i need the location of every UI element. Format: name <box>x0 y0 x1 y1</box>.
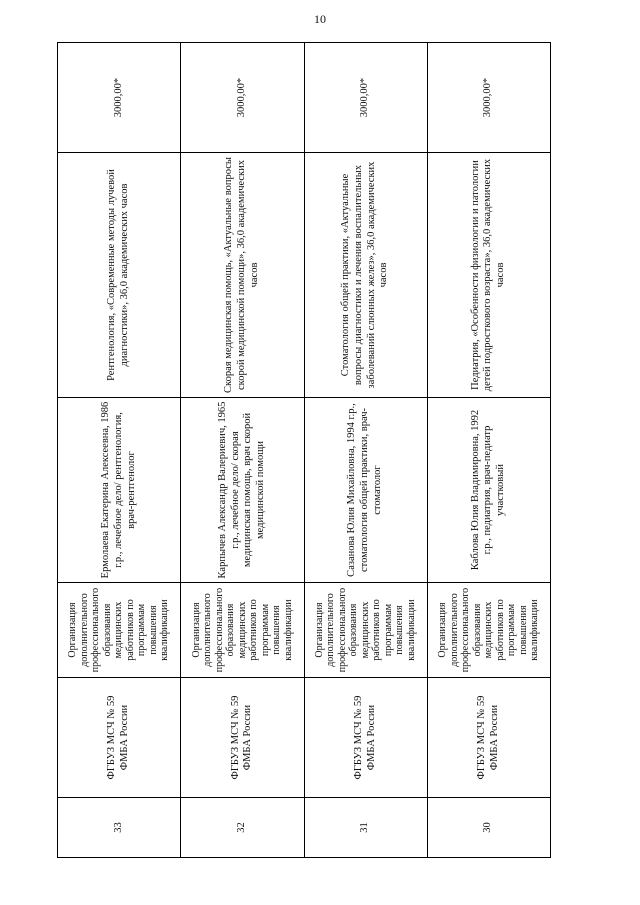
rotated-table <box>57 43 551 858</box>
organization-cell: ФГБУЗ МСЧ № 59 ФМБА России <box>427 678 550 798</box>
person-cell: Каблова Юлия Владимировна, 1992 г.р., педиатрия, врач-педиатр участковый <box>427 398 550 583</box>
services-table <box>57 42 551 858</box>
table-row <box>181 43 304 858</box>
row-number: 31 <box>304 798 427 858</box>
rotated-table-wrapper <box>57 43 551 858</box>
price-cell: 3000,00* <box>304 43 427 153</box>
service-type-cell: Организация дополнительного профессионального образования медицинских работников по программам повышения квалификации <box>304 583 427 678</box>
price-cell: 3000,00* <box>427 43 550 153</box>
table-row <box>427 43 550 858</box>
service-type-cell: Организация дополнительного профессионального образования медицинских работников по программам повышения квалификации <box>58 583 181 678</box>
organization-cell: ФГБУЗ МСЧ № 59 ФМБА России <box>58 678 181 798</box>
price-cell: 3000,00* <box>181 43 304 153</box>
service-type-cell: Организация дополнительного профессионального образования медицинских работников по программам повышения квалификации <box>427 583 550 678</box>
person-cell: Сазанова Юлия Михайловна, 1994 г.р., стоматология общей практики, врач-стоматолог <box>304 398 427 583</box>
table-row <box>304 43 427 858</box>
course-cell: Скорая медицинская помощь, «Актуальные вопросы скорой медицинской помощи», 36,0 академических часов <box>181 153 304 398</box>
page-number: 10 <box>314 12 326 26</box>
row-number: 30 <box>427 798 550 858</box>
course-cell: Рентгенология, «Современные методы лучевой диагностики», 36,0 академических часов <box>58 153 181 398</box>
price-cell: 3000,00* <box>58 43 181 153</box>
course-cell: Стоматология общей практики, «Актуальные вопросы диагностики и лечения воспалительных заболеваний слюнных желез», 36,0 академических часов <box>304 153 427 398</box>
table-row <box>58 43 181 858</box>
organization-cell: ФГБУЗ МСЧ № 59 ФМБА России <box>181 678 304 798</box>
person-cell: Ермолаева Екатерина Алексеевна, 1986 г.р., лечебное дело/ рентгенология, врач-рентгенолог <box>58 398 181 583</box>
service-type-cell: Организация дополнительного профессионального образования медицинских работников по программам повышения квалификации <box>181 583 304 678</box>
person-cell: Карпычев Александр Валериевич, 1965 г.р., лечебное дело/ скорая медицинская помощь, врач скорой медицинской помощи <box>181 398 304 583</box>
organization-cell: ФГБУЗ МСЧ № 59 ФМБА России <box>304 678 427 798</box>
course-cell: Педиатрия, «Особенности физиологии и патологии детей подросткового возраста», 36,0 академических часов <box>427 153 550 398</box>
row-number: 32 <box>181 798 304 858</box>
row-number: 33 <box>58 798 181 858</box>
